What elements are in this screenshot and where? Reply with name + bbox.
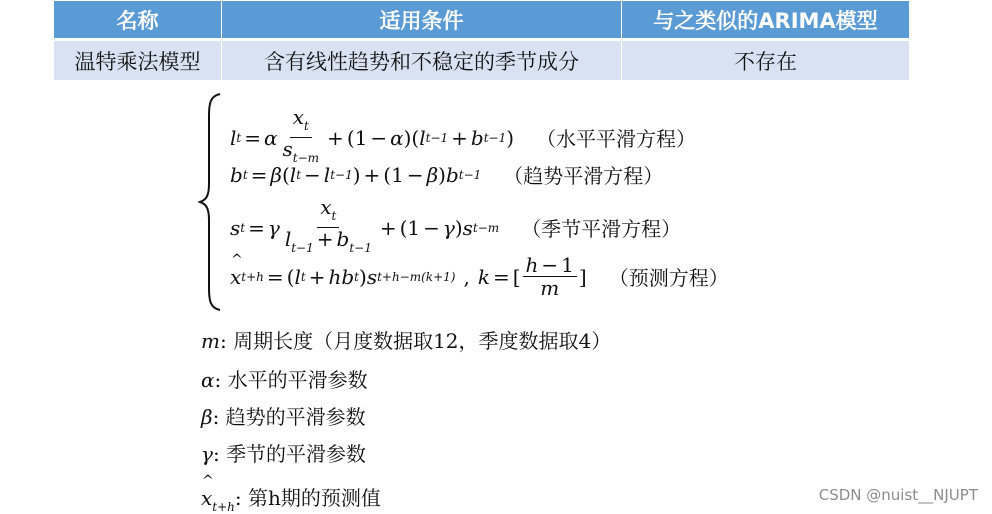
table-header-row bbox=[54, 1, 910, 40]
level-note: （水平平滑方程） bbox=[536, 127, 697, 151]
header-condition: 适用条件 bbox=[222, 1, 622, 40]
legend-gamma-text: 季节的平滑参数 bbox=[226, 442, 367, 466]
header-arima: 与之类似的ARIMA模型 bbox=[622, 1, 910, 40]
legend-beta: β: 趋势的平滑参数 bbox=[201, 405, 366, 429]
legend-beta-text: 趋势的平滑参数 bbox=[225, 405, 366, 429]
formula-forecast: ^ x t+h = ( l t + h b t ) s t+h−m(k+1) , k = [ $\frac{h - 1}{m}$ ] （预测方程） bbox=[230, 254, 729, 299]
legend-gamma: γ: 季节的平滑参数 bbox=[201, 442, 367, 466]
legend-alpha-text: 水平的平滑参数 bbox=[227, 368, 368, 392]
legend-alpha: α: 水平的平滑参数 bbox=[201, 368, 368, 392]
forecast-note: （预测方程） bbox=[608, 266, 729, 290]
formula-level: l t = α $\frac{x_t}{s_{t-m}}$ + (1 − α )( l t−1 + b t−1 ) （水平平滑方程） bbox=[230, 105, 697, 165]
left-brace bbox=[198, 92, 224, 312]
formula-trend: b t = β ( l t − l t−1 ) + (1 − β ) b t−1 （趋势平滑方程） bbox=[230, 160, 663, 189]
watermark: CSDN @nuist__NJUPT bbox=[818, 486, 978, 504]
model-table bbox=[53, 0, 910, 81]
cell-model-name: 温特乘法模型 bbox=[54, 40, 222, 81]
header-name: 名称 bbox=[54, 1, 222, 40]
trend-note: （趋势平滑方程） bbox=[503, 164, 664, 188]
legend-m-text: 周期长度（月度数据取12，季度数据取4） bbox=[233, 329, 612, 353]
cell-arima: 不存在 bbox=[622, 40, 910, 81]
formula-season: s t = γ $\frac{x_t}{l_{t-1} + b_{t-1}}$ + (1 − γ ) s t−m （季节平滑方程） bbox=[230, 195, 682, 255]
season-note: （季节平滑方程） bbox=[521, 217, 682, 241]
cell-condition: 含有线性趋势和不稳定的季节成分 bbox=[222, 40, 622, 81]
legend-xhat: ^ $x_{t+h}$: 第h期的预测值 bbox=[201, 482, 381, 514]
table-row bbox=[54, 40, 910, 81]
legend-m: m: 周期长度（月度数据取12，季度数据取4） bbox=[201, 329, 612, 353]
legend-xhat-text: 第h期的预测值 bbox=[248, 486, 381, 510]
